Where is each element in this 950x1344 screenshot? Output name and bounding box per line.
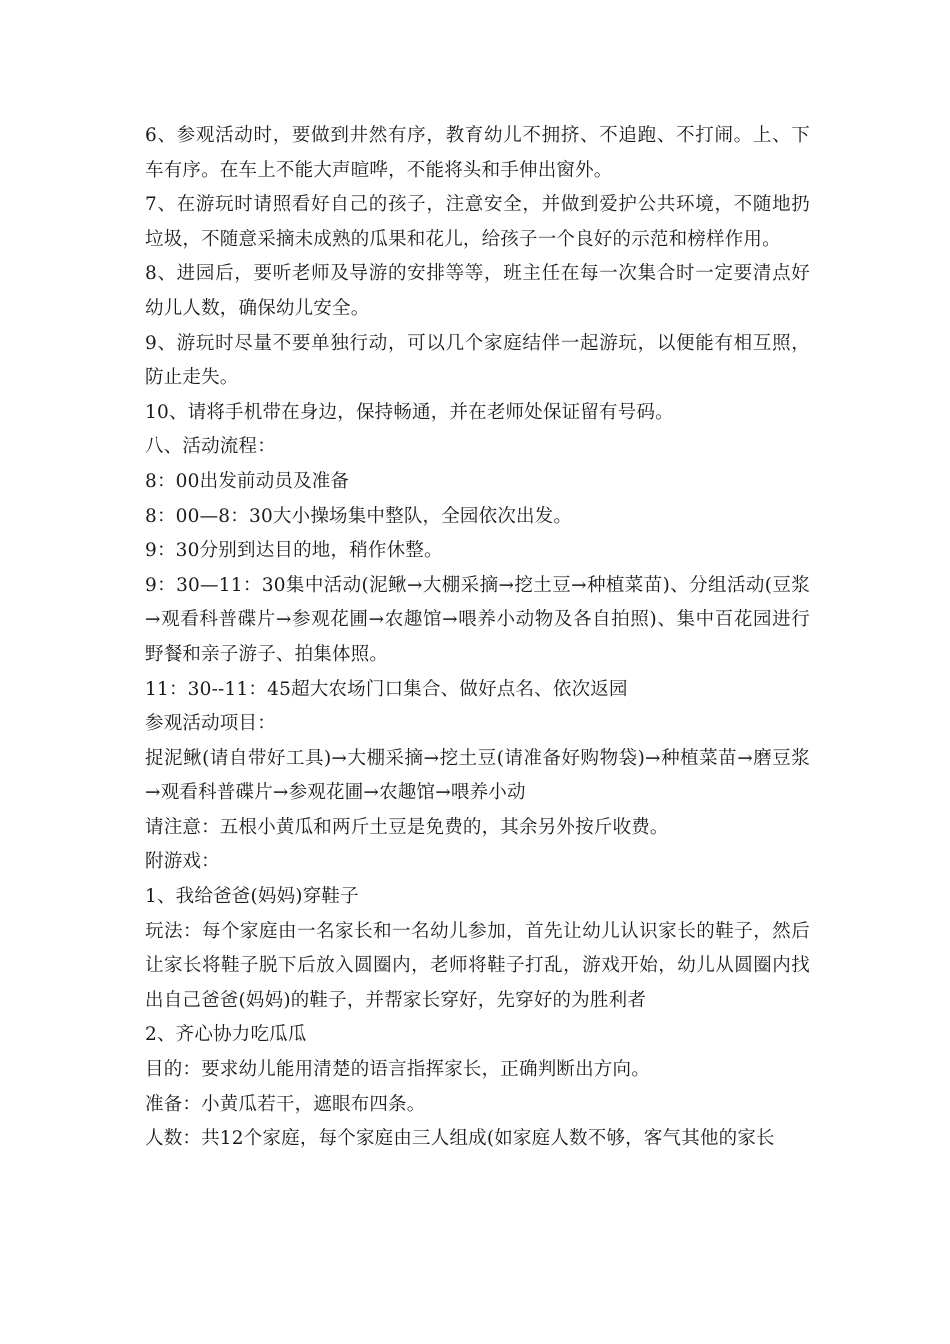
schedule-item-1130-1145: 11：30--11：45超大农场门口集合、做好点名、依次返园 [145,678,628,700]
visit-items-list: 捉泥鳅(请自带好工具)→大棚采摘→挖土豆(请准备好购物袋)→种植菜苗→磨豆浆→观看科普碟片→参观花圃→农趣馆→喂养小动 [145,747,810,804]
section-heading-activity-flow: 八、活动流程： [145,436,276,458]
schedule-item-0930: 9：30分别到达目的地，稍作休整。 [145,540,443,562]
section-heading-games: 附游戏： [145,851,220,873]
notice-paragraph: 请注意：五根小黄瓜和两斤土豆是免费的，其余另外按斤收费。 [145,816,669,838]
game-2-title: 2、齐心协力吃瓜瓜 [145,1024,307,1046]
game-1-rules: 玩法：每个家庭由一名家长和一名幼儿参加，首先让幼儿认识家长的鞋子，然后让家长将鞋子脱下后放入圆圈内，老师将鞋子打乱，游戏开始，幼儿从圆圈内找出自己爸爸(妈妈)的鞋子，并帮家长穿好，先穿好的为胜利者 [145,920,810,1011]
section-heading-visit-items: 参观活动项目： [145,713,276,735]
paragraph-rule-9: 9、游玩时尽量不要单独行动，可以几个家庭结伴一起游玩，以便能有相互照，防止走失。 [145,332,810,389]
schedule-item-0800: 8：00出发前动员及准备 [145,470,350,492]
schedule-item-0800-0830: 8：00—8：30大小操场集中整队，全园依次出发。 [145,505,573,527]
game-1-title: 1、我给爸爸(妈妈)穿鞋子 [145,886,359,908]
paragraph-rule-8: 8、进园后，要听老师及导游的安排等等，班主任在每一次集合时一定要清点好幼儿人数，确保幼儿安全。 [145,263,810,319]
game-2-goal: 目的：要求幼儿能用清楚的语言指挥家长，正确判断出方向。 [145,1059,650,1081]
schedule-item-0930-1130: 9：30—11：30集中活动(泥鳅→大棚采摘→挖土豆→种植菜苗)、分组活动(豆浆→观看科普碟片→参观花圃→农趣馆→喂养小动物及各自拍照)、集中百花园进行野餐和亲子游子、拍集体照。 [145,574,810,665]
document-page [145,119,810,1157]
game-2-participants: 人数：共12个家庭，每个家庭由三人组成(如家庭人数不够，客气其他的家长 [145,1128,775,1150]
paragraph-rule-7: 7、在游玩时请照看好自己的孩子，注意安全，并做到爱护公共环境，不随地扔垃圾，不随意采摘未成熟的瓜果和花儿，给孩子一个良好的示范和榜样作用。 [145,194,810,250]
game-2-preparation: 准备：小黄瓜若干，遮眼布四条。 [145,1093,426,1115]
paragraph-rule-6: 6、参观活动时，要做到井然有序，教育幼儿不拥挤、不追跑、不打闹。上、下车有序。在车上不能大声暄哗，不能将头和手伸出窗外。 [145,125,810,181]
paragraph-rule-10: 10、请将手机带在身边，保持畅通，并在老师处保证留有号码。 [145,401,674,423]
